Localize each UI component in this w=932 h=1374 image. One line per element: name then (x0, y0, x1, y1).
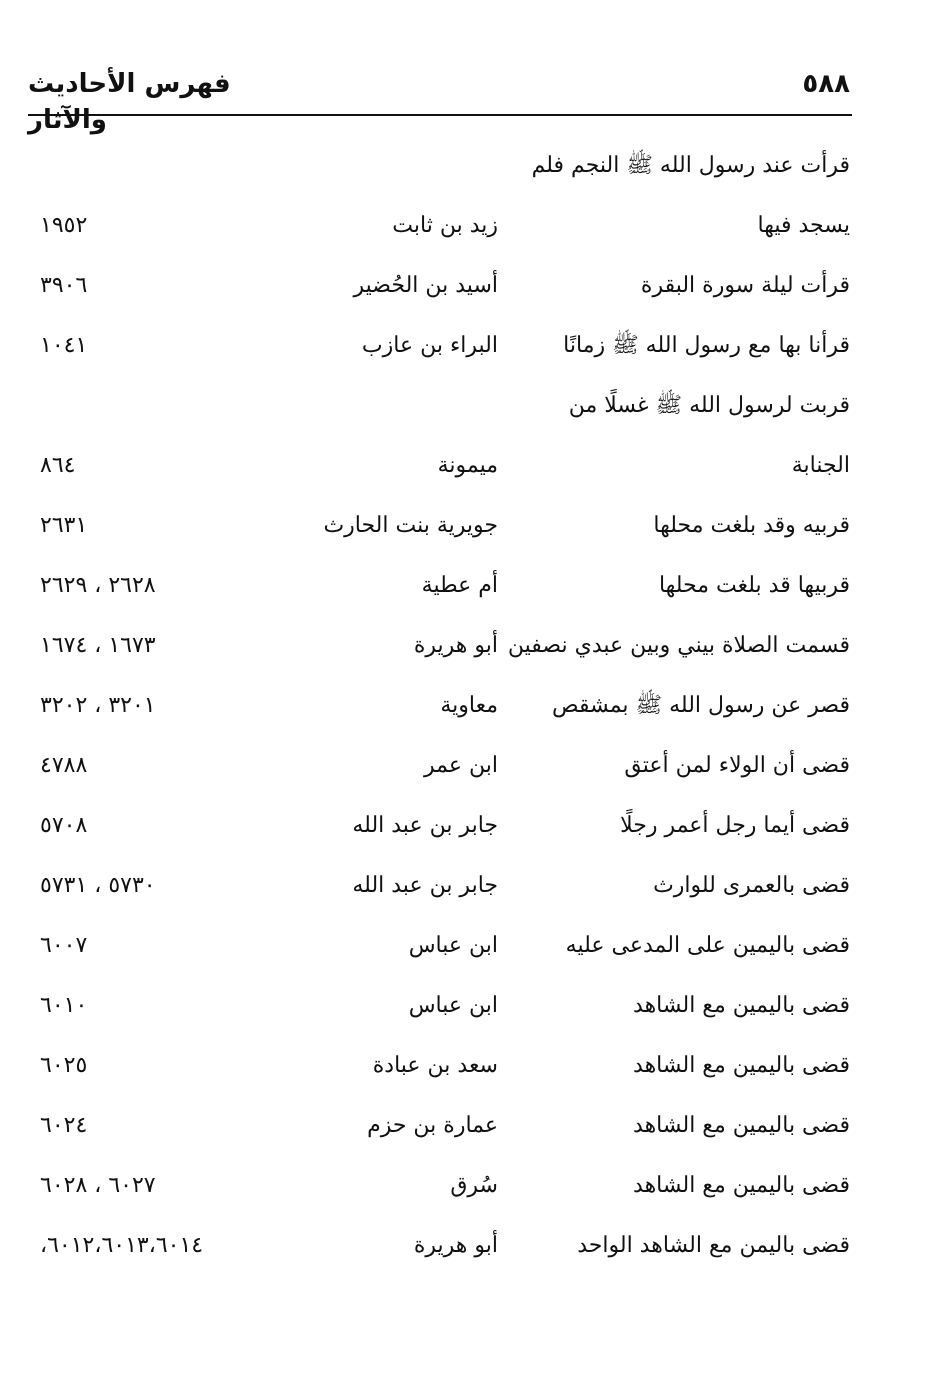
hadith-text: قرأنا بها مع رسول الله ﷺ زمانًا (563, 333, 850, 358)
hadith-text: قضى بالعمرى للوارث (653, 873, 850, 898)
reference-numbers: ٥٧٠٨ (40, 813, 88, 838)
reference-numbers: ٦٠٠٧ (40, 933, 88, 958)
index-entry (0, 926, 932, 966)
index-entry (0, 866, 932, 906)
narrator: جابر بن عبد الله (352, 813, 498, 838)
narrator: ابن عباس (408, 933, 498, 958)
reference-numbers: ٦٠١٢،٦٠١٣،٦٠١٤، (40, 1233, 204, 1258)
index-entry (0, 806, 932, 846)
reference-numbers: ٤٧٨٨ (40, 753, 88, 778)
reference-numbers: ٨٦٤ (40, 453, 76, 478)
narrator: أبو هريرة (413, 1233, 498, 1258)
reference-numbers: ٥٧٣٠ ، ٥٧٣١ (40, 873, 156, 898)
hadith-text: قضى أن الولاء لمن أعتق (624, 753, 850, 778)
narrator: أسيد بن الحُضير (353, 273, 498, 298)
index-entry (0, 746, 932, 786)
narrator: زيد بن ثابت (392, 213, 498, 238)
running-header-title: فهرس الأحاديث والآثار (28, 69, 231, 135)
reference-numbers: ١٦٧٣ ، ١٦٧٤ (40, 633, 156, 658)
hadith-text: الجنابة (791, 453, 850, 478)
index-entry (0, 446, 932, 486)
hadith-text: قضى باليمين مع الشاهد (633, 993, 850, 1018)
narrator: جويرية بنت الحارث (323, 513, 498, 538)
reference-numbers: ٦٠٢٤ (40, 1113, 88, 1138)
index-entry (0, 686, 932, 726)
hadith-text: يسجد فيها (757, 213, 850, 238)
index-entry (0, 1226, 932, 1266)
index-entry (0, 206, 932, 246)
reference-numbers: ١٠٤١ (40, 333, 88, 358)
hadith-text: قسمت الصلاة بيني وبين عبدي نصفين (507, 633, 850, 658)
index-entry (0, 626, 932, 666)
index-entry (0, 1166, 932, 1206)
hadith-text: قضى باليمين مع الشاهد (633, 1173, 850, 1198)
hadith-text: قضى باليمين مع الشاهد (633, 1113, 850, 1138)
index-entry (0, 566, 932, 606)
hadith-text: قصر عن رسول الله ﷺ بمشقص (552, 693, 850, 718)
narrator: جابر بن عبد الله (352, 873, 498, 898)
index-entry (0, 1046, 932, 1086)
narrator: معاوية (440, 693, 498, 718)
page-number: ٥٨٨ (802, 69, 850, 99)
narrator: عمارة بن حزم (367, 1113, 498, 1138)
reference-numbers: ١٩٥٢ (40, 213, 88, 238)
index-entry (0, 506, 932, 546)
hadith-text: قضى باليمين مع الشاهد (633, 1053, 850, 1078)
reference-numbers: ٣٩٠٦ (40, 273, 88, 298)
hadith-text: قرأت ليلة سورة البقرة (640, 273, 850, 298)
narrator: ميمونة (437, 453, 498, 478)
narrator: ابن عباس (408, 993, 498, 1018)
reference-numbers: ٢٦٢٨ ، ٢٦٢٩ (40, 573, 156, 598)
hadith-text: قضى أيما رجل أعمر رجلًا (620, 813, 850, 838)
narrator: البراء بن عازب (361, 333, 498, 358)
index-entry (0, 326, 932, 366)
narrator: ابن عمر (424, 753, 498, 778)
narrator: سُرق (450, 1173, 498, 1198)
narrator: أم عطية (421, 573, 498, 598)
reference-numbers: ٦٠٢٧ ، ٦٠٢٨ (40, 1173, 156, 1198)
index-entry (0, 386, 932, 426)
hadith-text: قضى باليمن مع الشاهد الواحد (577, 1233, 850, 1258)
hadith-text: قرأت عند رسول الله ﷺ النجم فلم (531, 153, 850, 178)
hadith-text: قربيها قد بلغت محلها (658, 573, 850, 598)
index-entry (0, 266, 932, 306)
index-entry (0, 1106, 932, 1146)
index-entry (0, 146, 932, 186)
hadith-text: قضى باليمين على المدعى عليه (565, 933, 850, 958)
reference-numbers: ٦٠١٠ (40, 993, 88, 1018)
narrator: سعد بن عبادة (372, 1053, 498, 1078)
hadith-text: قربت لرسول الله ﷺ غسلًا من (568, 393, 850, 418)
narrator: أبو هريرة (413, 633, 498, 658)
hadith-text: قربيه وقد بلغت محلها (653, 513, 850, 538)
reference-numbers: ٣٢٠١ ، ٣٢٠٢ (40, 693, 156, 718)
reference-numbers: ٢٦٣١ (40, 513, 88, 538)
index-entry (0, 986, 932, 1026)
reference-numbers: ٦٠٢٥ (40, 1053, 88, 1078)
